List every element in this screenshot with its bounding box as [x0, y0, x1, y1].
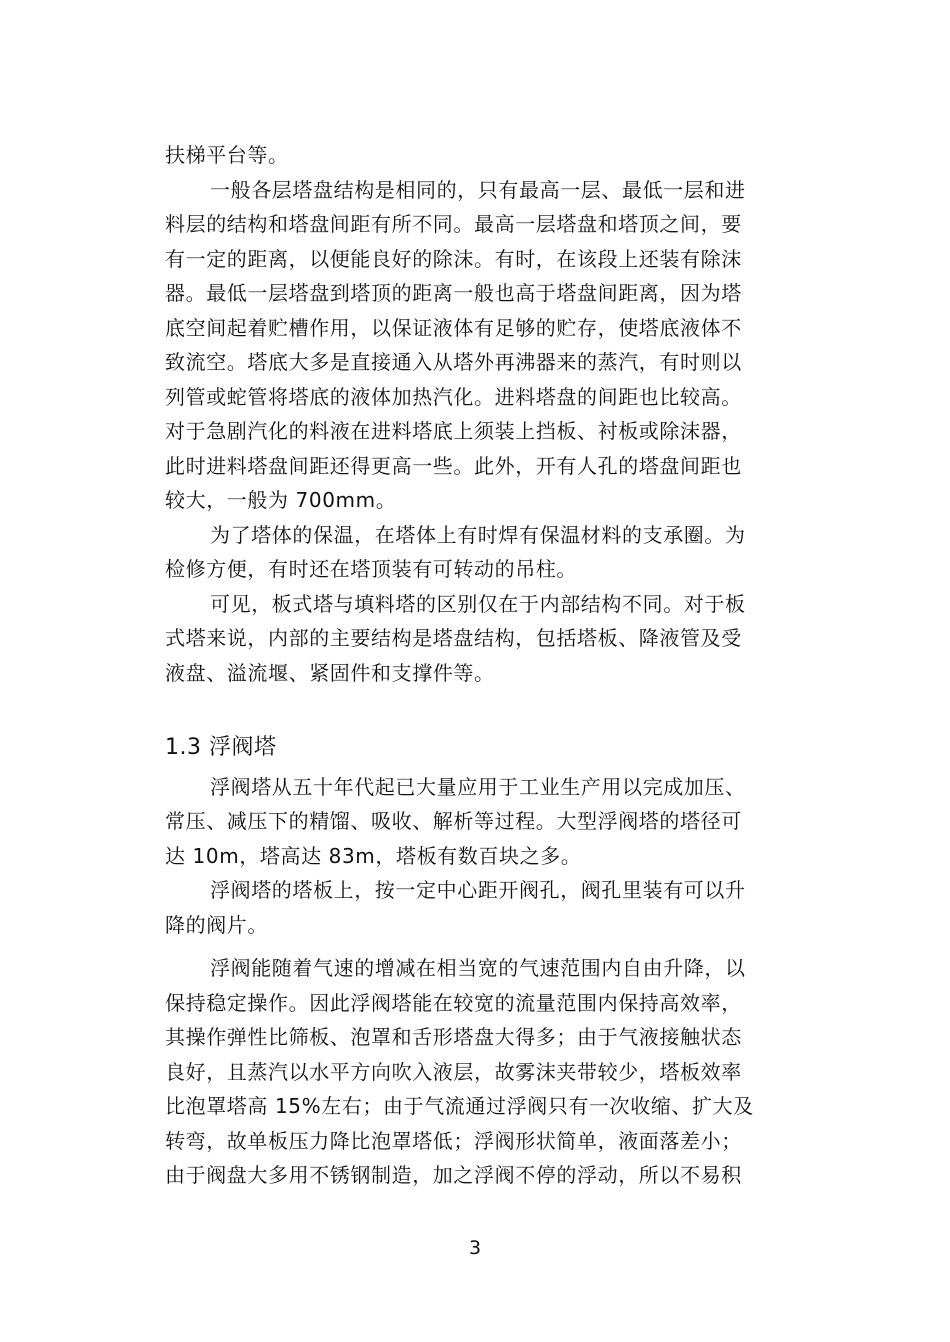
- text-line: 由于阀盘大多用不锈钢制造，加之浮阀不停的浮动，所以不易积: [165, 1163, 742, 1187]
- paragraph-first-line: 浮阀塔从五十年代起已大量应用于工业生产用以完成加压、: [210, 775, 746, 799]
- text-line: 良好，且蒸汽以水平方向吹入液层，故雾沫夹带较少，塔板效率: [165, 1060, 742, 1084]
- text-line: 检修方便，有时还在塔顶装有可转动的吊柱。: [165, 557, 577, 581]
- text-line: 有一定的距离，以便能良好的除沫。有时，在该段上还装有除沫: [165, 247, 742, 271]
- text-line: 扶梯平台等。: [165, 143, 289, 167]
- text-line: 对于急剧汽化的料液在进料塔底上须装上挡板、衬板或除沫器，: [165, 419, 742, 443]
- text-line: 液盘、溢流堰、紧固件和支撑件等。: [165, 661, 495, 685]
- text-line: 底空间起着贮槽作用，以保证液体有足够的贮存，使塔底液体不: [165, 316, 742, 340]
- paragraph-first-line: 浮阀能随着气速的增减在相当宽的气速范围内自由升降，以: [210, 956, 746, 980]
- text-line: 比泡罩塔高 15%左右；由于气流通过浮阀只有一次收缩、扩大及: [165, 1094, 754, 1118]
- section-heading: 1.3 浮阀塔: [165, 735, 277, 760]
- text-line: 式塔来说，内部的主要结构是塔盘结构，包括塔板、降液管及受: [165, 626, 742, 650]
- text-line: 常压、减压下的精馏、吸收、解析等过程。大型浮阀塔的塔径可: [165, 809, 742, 833]
- text-line: 此时进料塔盘间距还得更高一些。此外，开有人孔的塔盘间距也: [165, 454, 742, 478]
- text-line: 降的阀片。: [165, 913, 268, 937]
- text-line: 其操作弹性比筛板、泡罩和舌形塔盘大得多；由于气液接触状态: [165, 1025, 742, 1049]
- text-line: 转弯，故单板压力降比泡罩塔低；浮阀形状简单，液面落差小；: [165, 1129, 742, 1153]
- text-line: 器。最低一层塔盘到塔顶的距离一般也高于塔盘间距离，因为塔: [165, 281, 742, 305]
- paragraph-first-line: 浮阀塔的塔板上，按一定中心距开阀孔，阀孔里装有可以升: [210, 878, 746, 902]
- text-line: 致流空。塔底大多是直接通入从塔外再沸器来的蒸汽，有时则以: [165, 350, 742, 374]
- paragraph-first-line: 可见，板式塔与填料塔的区别仅在于内部结构不同。对于板: [210, 592, 746, 616]
- text-line: 列管或蛇管将塔底的液体加热汽化。进料塔盘的间距也比较高。: [165, 385, 742, 409]
- text-line: 达 10m，塔高达 83m，塔板有数百块之多。: [165, 844, 582, 868]
- text-line: 保持稳定操作。因此浮阀塔能在较宽的流量范围内保持高效率，: [165, 991, 742, 1015]
- page-number: 3: [468, 1237, 482, 1259]
- paragraph-first-line: 一般各层塔盘结构是相同的，只有最高一层、最低一层和进: [210, 178, 746, 202]
- paragraph-first-line: 为了塔体的保温，在塔体上有时焊有保温材料的支承圈。为: [210, 523, 746, 547]
- text-line: 料层的结构和塔盘间距有所不同。最高一层塔盘和塔顶之间，要: [165, 212, 742, 236]
- text-line: 较大，一般为 700mm。: [165, 488, 397, 512]
